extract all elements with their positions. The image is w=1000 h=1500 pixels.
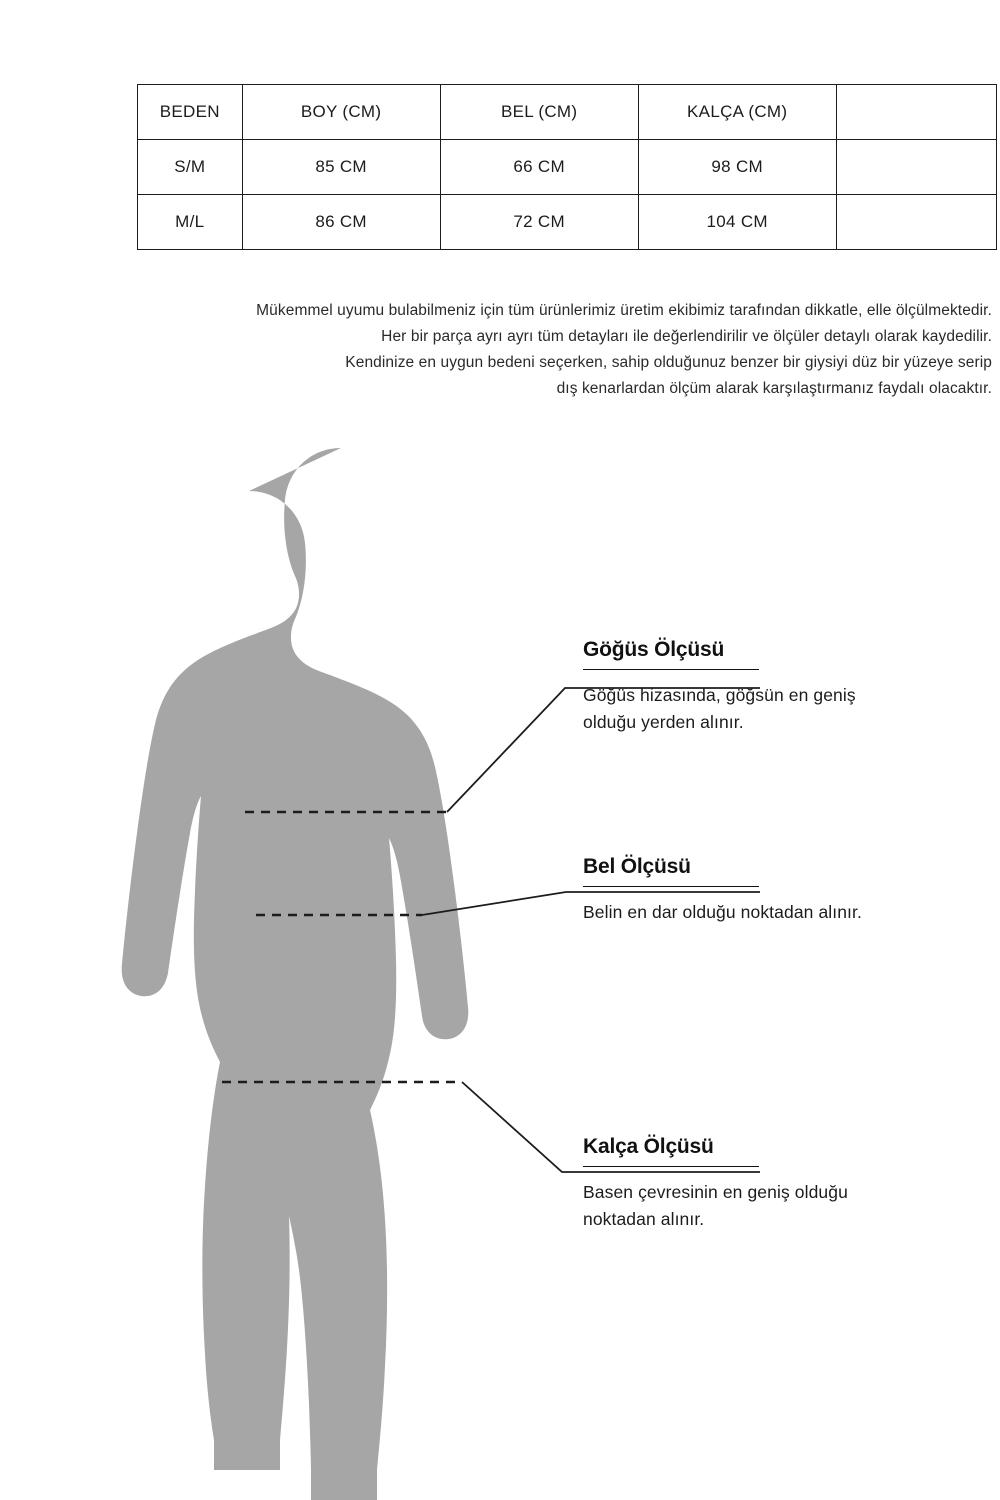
table-cell: 85 CM: [242, 140, 440, 195]
note-line: dış kenarlardan ölçüm alarak karşılaştırmanız faydalı olacaktır.: [556, 380, 992, 397]
note-line: Her bir parça ayrı ayrı tüm detayları ile değerlendirilir ve ölçüler detaylı olarak kaydedilir.: [381, 328, 992, 345]
size-table: [137, 84, 997, 250]
female-body-silhouette: [122, 448, 469, 1500]
table-header-cell: [836, 85, 996, 140]
callout-bust: [583, 638, 913, 736]
note-line: Mükemmel uyumu bulabilmeniz için tüm ürünlerimiz üretim ekibimiz tarafından dikkatle, elle ölçülmektedir.: [256, 302, 992, 319]
table-cell: [836, 140, 996, 195]
table-header-cell: BEL (CM): [440, 85, 638, 140]
table-header-cell: BEDEN: [138, 85, 243, 140]
callout-hip-body: Basen çevresinin en geniş olduğu noktadan alınır.: [583, 1182, 848, 1229]
table-cell: 86 CM: [242, 195, 440, 250]
body-measurement-diagram: [0, 430, 1000, 1500]
table-header-row: [138, 85, 997, 140]
table-row: [138, 195, 997, 250]
table-cell: 98 CM: [638, 140, 836, 195]
note-line: Kendinize en uygun bedeni seçerken, sahip olduğunuz benzer bir giysiyi düz bir yüzeye serip: [345, 354, 992, 371]
table-cell: 104 CM: [638, 195, 836, 250]
callout-bust-body: Göğüs hizasında, göğsün en geniş olduğu yerden alınır.: [583, 685, 856, 732]
callout-bust-title: Göğüs Ölçüsü: [583, 638, 759, 670]
callout-waist: [583, 855, 913, 926]
table-cell: S/M: [138, 140, 243, 195]
table-header-cell: BOY (CM): [242, 85, 440, 140]
size-table-container: [137, 84, 997, 250]
callout-waist-title: Bel Ölçüsü: [583, 855, 759, 887]
table-cell: M/L: [138, 195, 243, 250]
table-cell: [836, 195, 996, 250]
measurement-note: [130, 298, 992, 402]
table-cell: 72 CM: [440, 195, 638, 250]
table-row: [138, 140, 997, 195]
table-header-cell: KALÇA (CM): [638, 85, 836, 140]
callout-hip-title: Kalça Ölçüsü: [583, 1135, 759, 1167]
callout-waist-body: Belin en dar olduğu noktadan alınır.: [583, 902, 862, 922]
table-cell: 66 CM: [440, 140, 638, 195]
callout-hip: [583, 1135, 913, 1233]
